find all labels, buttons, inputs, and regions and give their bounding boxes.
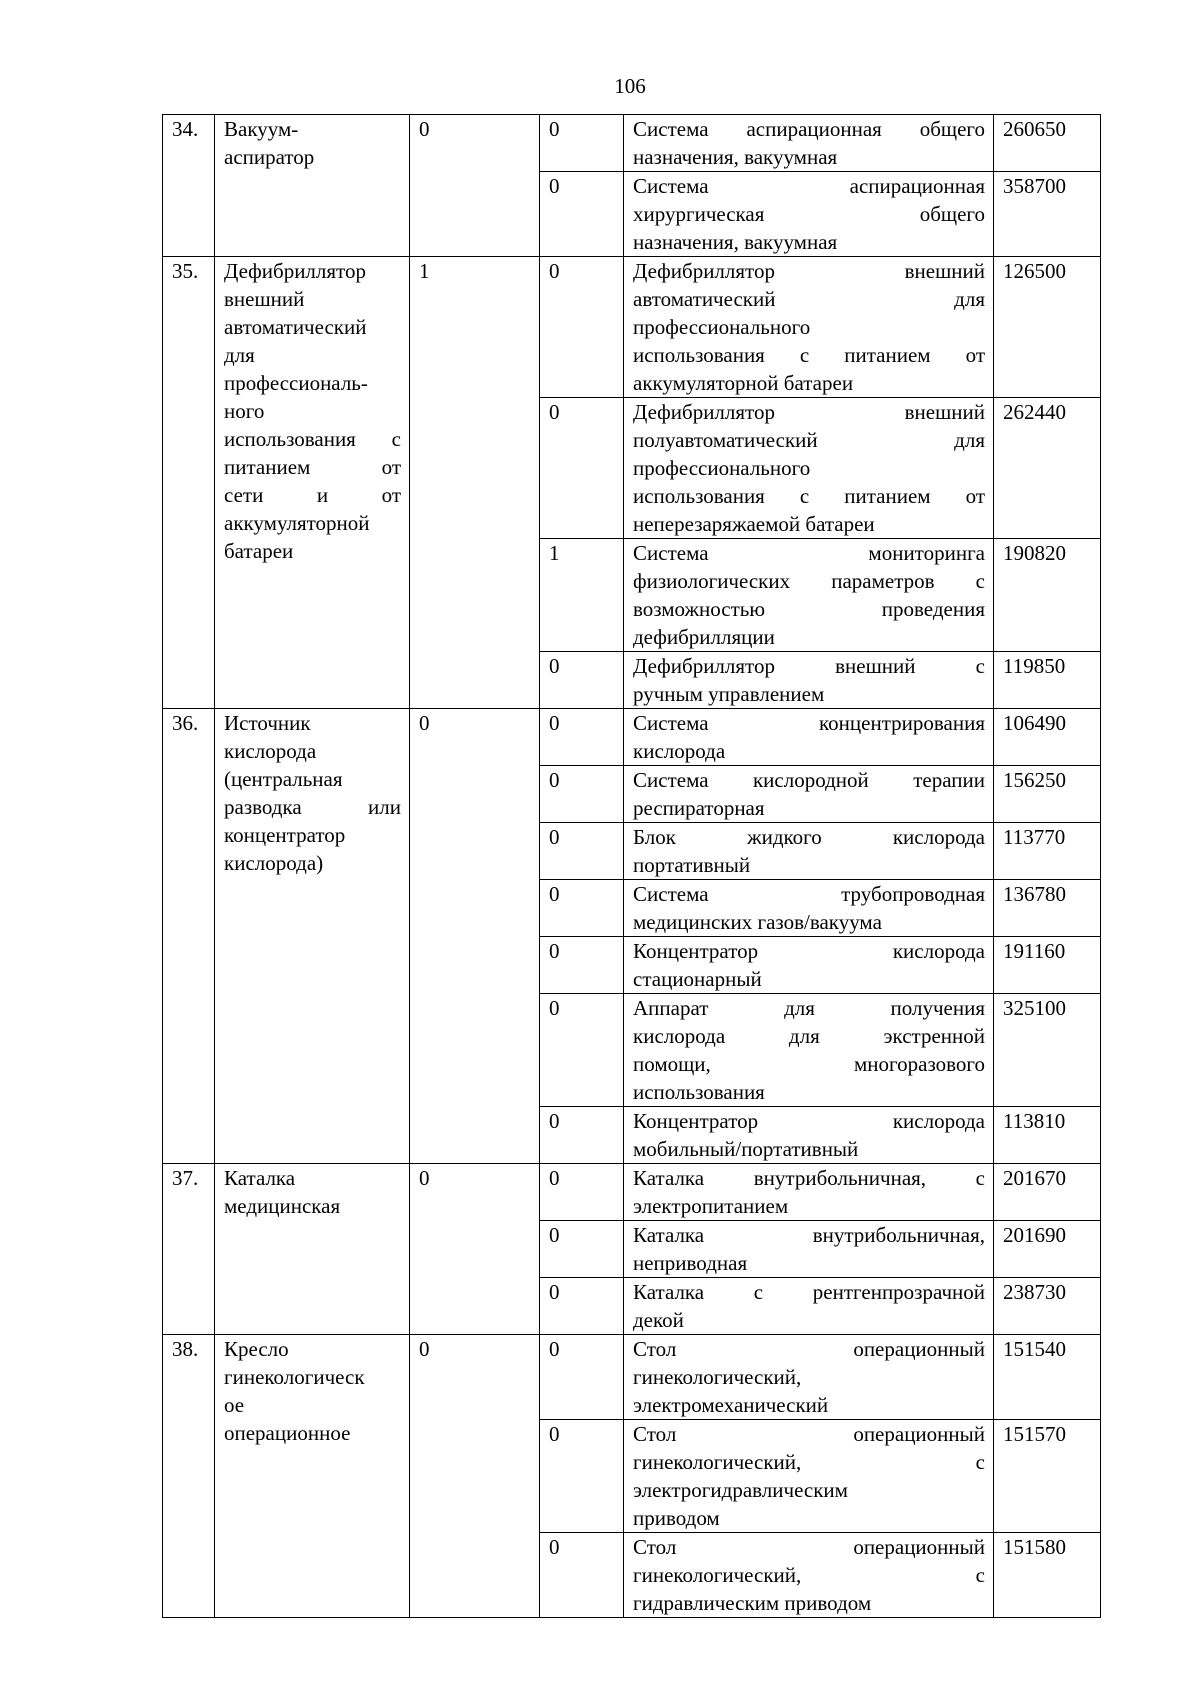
text-line: автоматический для [633,287,985,311]
text-line: кислорода для экстренной [633,1024,985,1048]
item-code: 191160 [994,937,1101,994]
item-description [624,880,994,937]
text-line: медицинских газов/вакуума [633,910,882,934]
text-line: аккумуляторной батареи [633,371,854,395]
item-flag: 0 [540,937,624,994]
text-line: концентратор [224,823,346,847]
item-code: 201670 [994,1164,1101,1221]
text-line: Вакуум- [224,117,299,141]
text-line: Каталка [224,1166,296,1190]
text-line: гинекологический, с [633,1563,985,1587]
item-flag: 0 [540,709,624,766]
text-line: гинекологический, [633,1365,802,1389]
text-line: Аппарат для получения [633,996,985,1020]
item-description [624,1164,994,1221]
text-line: неперезаряжаемой батареи [633,512,875,536]
text-line: стационарный [633,967,762,991]
quantity: 0 [410,115,540,257]
text-line: Каталка внутрибольничная, с [633,1166,985,1190]
text-line: использования с питанием от [633,343,985,367]
table-row [163,1164,1101,1221]
text-line: сети и от [224,483,401,507]
item-flag: 0 [540,652,624,709]
item-flag: 0 [540,115,624,172]
text-line: Концентратор кислорода [633,939,985,963]
item-description [624,823,994,880]
item-description [624,652,994,709]
text-line: Система кислородной терапии [633,768,985,792]
item-description [624,1335,994,1420]
item-description [624,172,994,257]
text-line: ое [224,1393,245,1417]
text-line: для [224,343,255,367]
item-code: 106490 [994,709,1101,766]
equipment-name [215,709,410,1164]
row-number: 38. [163,1335,215,1618]
quantity: 1 [410,257,540,709]
item-flag: 0 [540,257,624,398]
item-description [624,994,994,1107]
text-line: Система концентрирования [633,711,985,735]
text-line: Дефибриллятор [224,259,366,283]
text-line: использования с питанием от [633,484,985,508]
text-line: электрогидравлическим [633,1478,848,1502]
item-flag: 1 [540,539,624,652]
table-row [163,1335,1101,1420]
item-flag: 0 [540,994,624,1107]
item-description [624,257,994,398]
text-line: электромеханический [633,1393,829,1417]
text-line: возможностью проведения [633,597,985,621]
text-line: Система аспирационная [633,174,985,198]
text-line: Блок жидкого кислорода [633,825,985,849]
item-code: 151540 [994,1335,1101,1420]
table-row [163,709,1101,766]
text-line: профессионального [633,456,811,480]
item-code: 260650 [994,115,1101,172]
equipment-table-body [163,115,1101,1618]
table-row [163,257,1101,398]
item-code: 201690 [994,1221,1101,1278]
text-line: медицинская [224,1194,341,1218]
text-line: кислорода [224,739,317,763]
text-line: помощи, многоразового [633,1052,985,1076]
item-code: 358700 [994,172,1101,257]
item-description [624,398,994,539]
text-line: ручным управлением [633,682,825,706]
text-line: хирургическая общего [633,202,985,226]
text-line: кислорода [633,739,726,763]
quantity: 0 [410,1335,540,1618]
text-line: Стол операционный [633,1337,985,1361]
equipment-name [215,257,410,709]
item-flag: 0 [540,1221,624,1278]
row-number: 35. [163,257,215,709]
item-code: 113770 [994,823,1101,880]
item-flag: 0 [540,823,624,880]
item-code: 190820 [994,539,1101,652]
text-line: Система аспирационная общего [633,117,985,141]
item-flag: 0 [540,1420,624,1533]
item-description [624,937,994,994]
text-line: гидравлическим приводом [633,1591,872,1615]
item-description [624,1533,994,1618]
text-line: аккумуляторной [224,511,370,535]
item-code: 136780 [994,880,1101,937]
text-line: Кресло [224,1337,289,1361]
item-description [624,1278,994,1335]
text-line: Система трубопроводная [633,882,985,906]
text-line: респираторная [633,796,765,820]
text-line: назначения, вакуумная [633,145,838,169]
text-line: декой [633,1308,684,1332]
text-line: профессиональ- [224,371,368,395]
item-description [624,766,994,823]
text-line: ного [224,399,265,423]
text-line: использования с [224,427,401,451]
item-flag: 0 [540,1164,624,1221]
equipment-name [215,115,410,257]
text-line: аспиратор [224,145,315,169]
text-line: полуавтоматический для [633,428,985,452]
table-row [163,115,1101,172]
text-line: неприводная [633,1251,748,1275]
text-line: приводом [633,1506,720,1530]
item-description [624,539,994,652]
text-line: питанием от [224,455,401,479]
text-line: гинекологическ [224,1365,365,1389]
text-line: внешний [224,287,305,311]
row-number: 34. [163,115,215,257]
text-line: использования [633,1080,765,1104]
text-line: кислорода) [224,851,324,875]
text-line: профессионального [633,315,811,339]
equipment-name [215,1164,410,1335]
item-code: 126500 [994,257,1101,398]
text-line: Дефибриллятор внешний [633,400,985,424]
item-code: 151580 [994,1533,1101,1618]
text-line: Дефибриллятор внешний [633,259,985,283]
item-code: 119850 [994,652,1101,709]
text-line: (центральная [224,767,343,791]
quantity: 0 [410,709,540,1164]
item-flag: 0 [540,398,624,539]
text-line: электропитанием [633,1194,789,1218]
text-line: разводка или [224,795,401,819]
page-number: 106 [614,74,646,98]
item-flag: 0 [540,1278,624,1335]
text-line: операционное [224,1421,351,1445]
text-line: дефибрилляции [633,625,775,649]
equipment-name [215,1335,410,1618]
item-description [624,115,994,172]
item-flag: 0 [540,1533,624,1618]
item-code: 262440 [994,398,1101,539]
row-number: 37. [163,1164,215,1335]
text-line: гинекологический, с [633,1450,985,1474]
item-description [624,1107,994,1164]
text-line: физиологических параметров с [633,569,985,593]
text-line: Дефибриллятор внешний с [633,654,985,678]
text-line: портативный [633,853,751,877]
item-code: 113810 [994,1107,1101,1164]
text-line: Источник [224,711,311,735]
text-line: Стол операционный [633,1535,985,1559]
item-code: 151570 [994,1420,1101,1533]
quantity: 0 [410,1164,540,1335]
item-flag: 0 [540,1107,624,1164]
text-line: Каталка внутрибольничная, [633,1223,985,1247]
item-code: 325100 [994,994,1101,1107]
text-line: Система мониторинга [633,541,985,565]
item-description [624,709,994,766]
item-description [624,1420,994,1533]
equipment-table [162,114,1101,1618]
text-line: Стол операционный [633,1422,985,1446]
text-line: мобильный/портативный [633,1137,859,1161]
text-line: батареи [224,539,294,563]
item-code: 238730 [994,1278,1101,1335]
text-line: Каталка с рентгенпрозрачной [633,1280,985,1304]
item-flag: 0 [540,1335,624,1420]
item-code: 156250 [994,766,1101,823]
item-flag: 0 [540,172,624,257]
item-flag: 0 [540,766,624,823]
item-description [624,1221,994,1278]
item-flag: 0 [540,880,624,937]
row-number: 36. [163,709,215,1164]
text-line: назначения, вакуумная [633,230,838,254]
text-line: автоматический [224,315,367,339]
text-line: Концентратор кислорода [633,1109,985,1133]
